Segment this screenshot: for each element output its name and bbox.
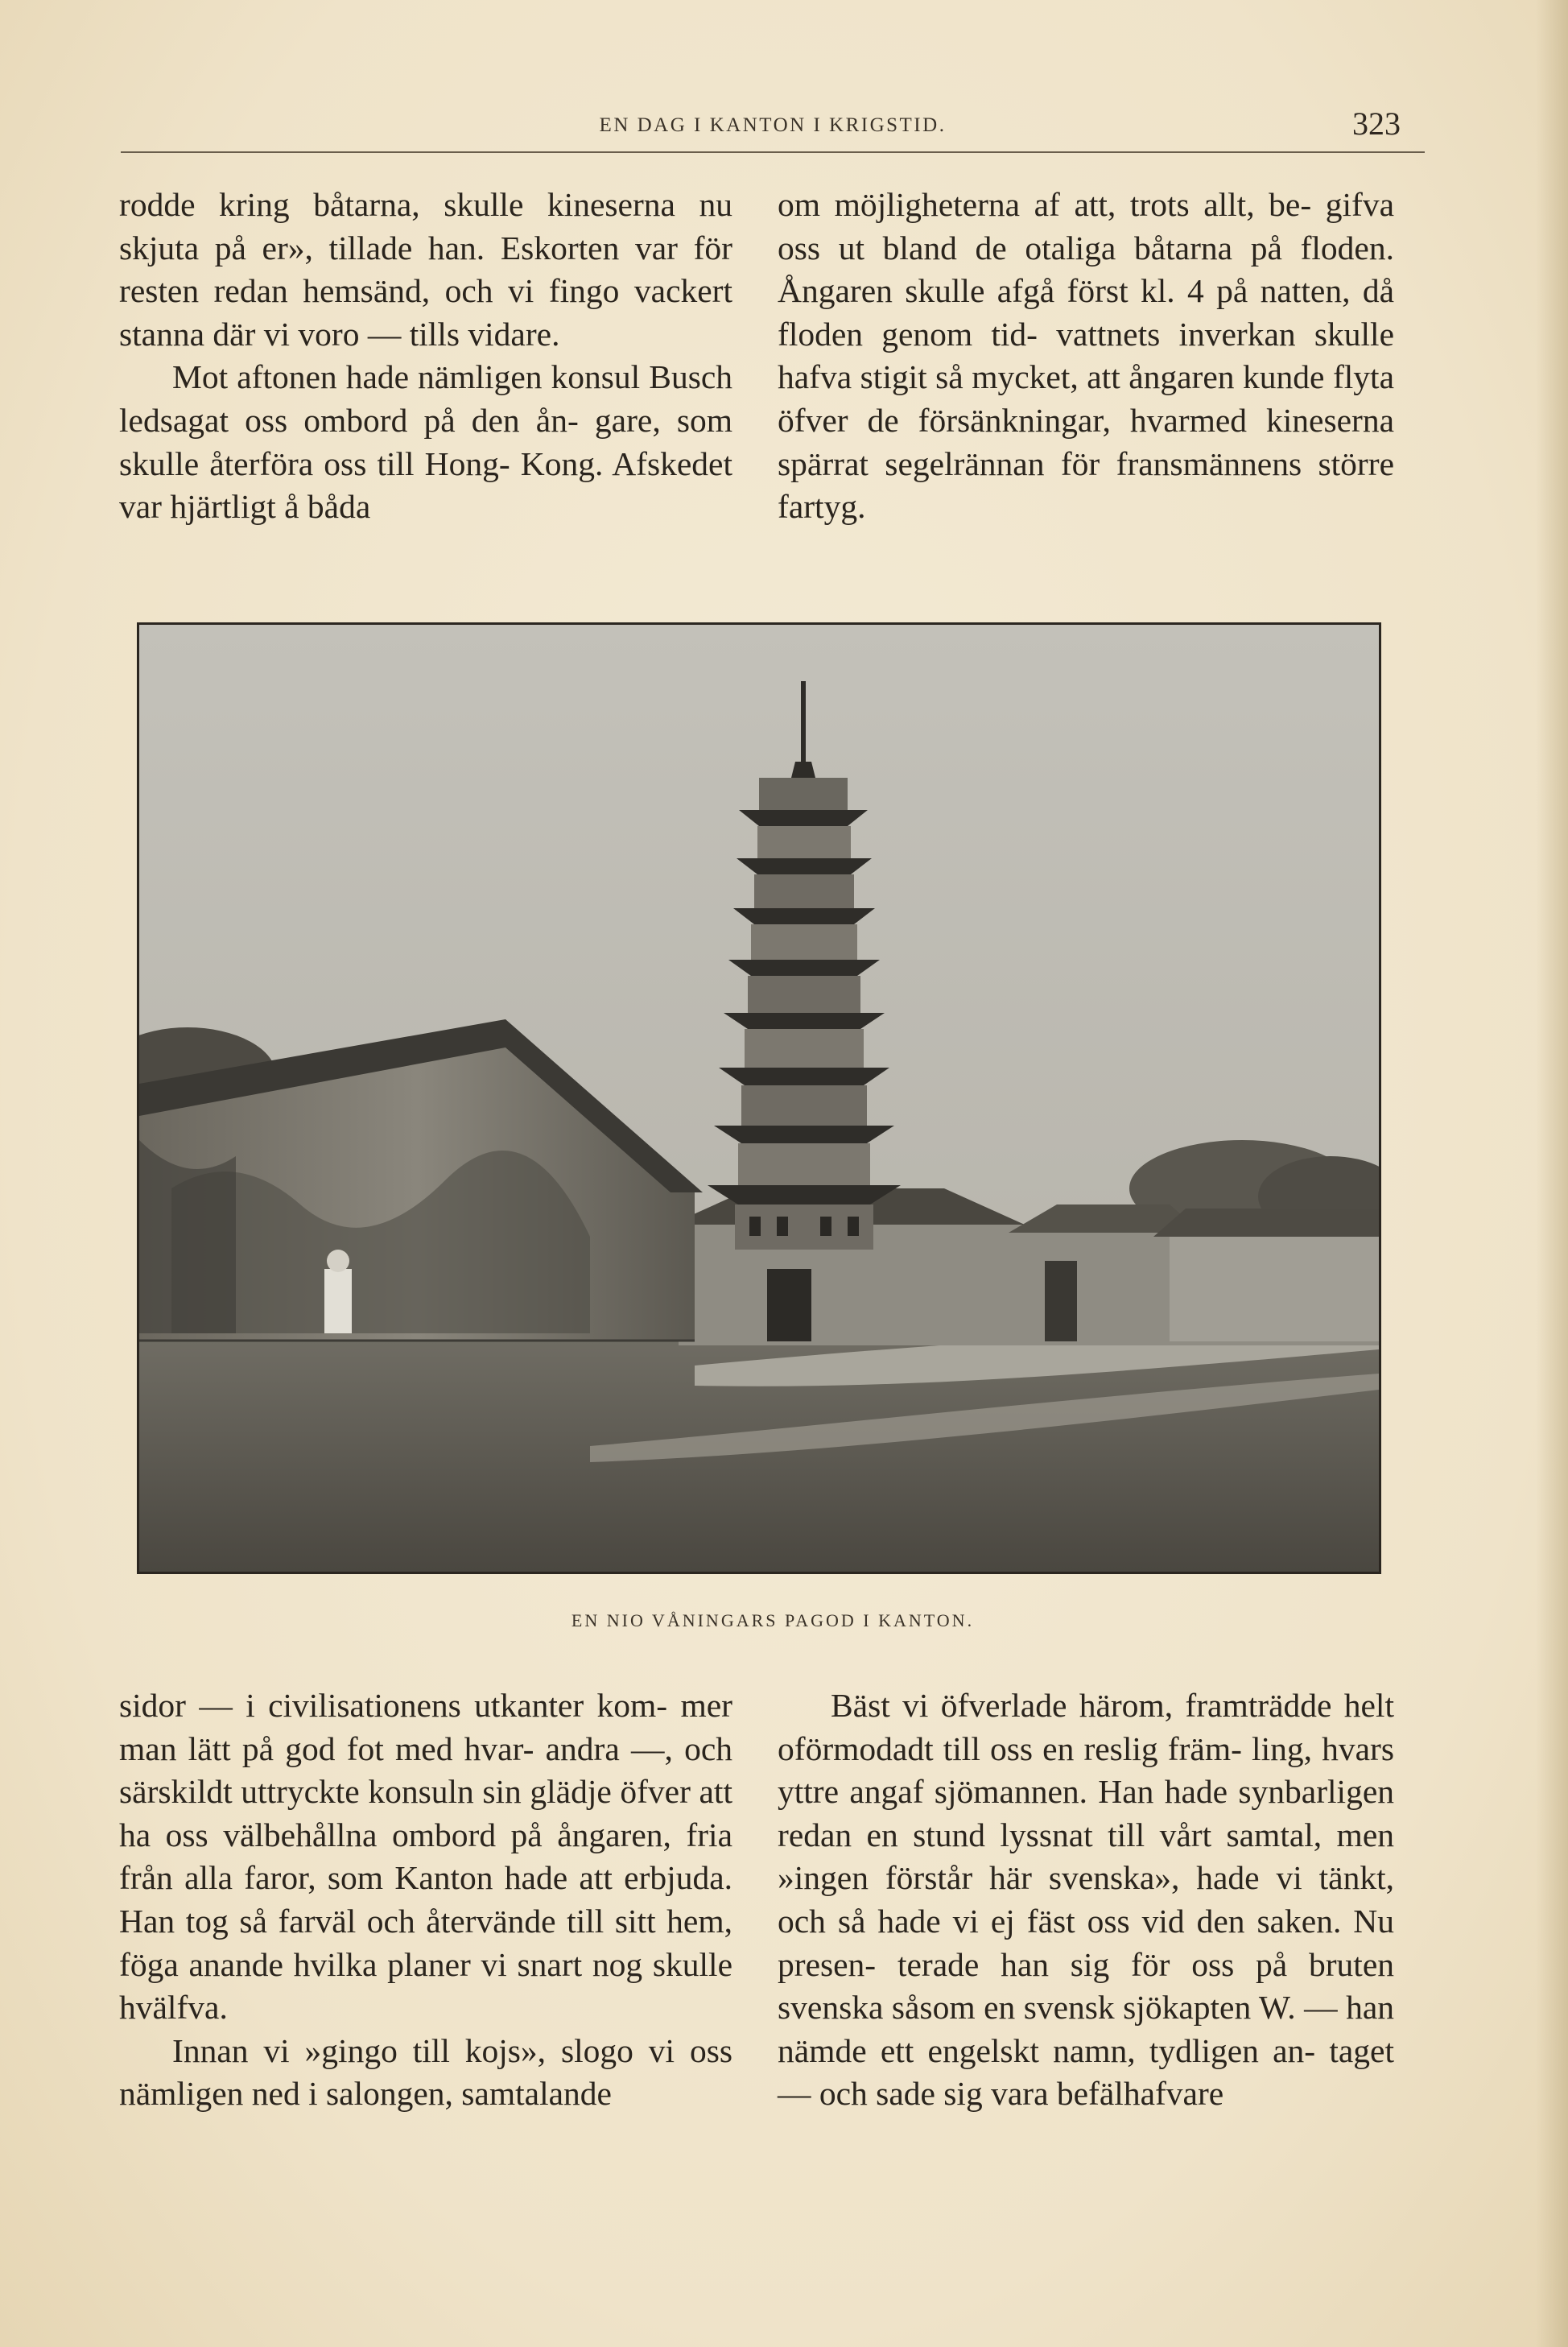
text-line: gifva oss ut bland de otaliga båtarna: [778, 186, 1395, 267]
text-line: ej fäst oss vid den saken. Nu presen-: [778, 1902, 1394, 1983]
text-line: som Kanton hade att erbjuda. Han tog: [119, 1859, 732, 1940]
text-line: gare, som skulle återföra oss till Hong-: [119, 401, 733, 482]
figure-caption: EN NIO VÅNINGARS PAGOD I KANTON.: [571, 1610, 975, 1630]
page-edge-shadow: [1536, 0, 1568, 2347]
text-line: spärrat segelrännan för fransmännens: [778, 444, 1302, 482]
text-line: taget — och sade sig vara befälhafvare: [778, 2031, 1394, 2113]
text-line: större fartyg.: [778, 444, 1394, 526]
text-line: Innan vi »gingo till kojs», slogo vi: [172, 2031, 675, 2069]
text-line: Bäst vi öfverlade härom, framträdde: [831, 1687, 1332, 1724]
header-rule: [121, 151, 1425, 153]
text-line: ombord på ångaren, fria från alla faror,: [119, 1816, 732, 1897]
text-column-bottom-right: [778, 1684, 1394, 2116]
text-line: hade synbarligen redan en stund lyssnat: [778, 1773, 1395, 1853]
text-line: helt oförmodadt till oss en reslig främ-: [778, 1687, 1394, 1767]
text-column-bottom-left: [119, 1684, 732, 2116]
text-line: om möjligheterna af att, trots allt, be-: [778, 186, 1312, 223]
text-line: de försänkningar, hvarmed kineserna: [867, 401, 1394, 439]
text-line: terade han sig för oss på bruten svenska: [778, 1945, 1395, 2027]
text-line: sidor — i civilisationens utkanter kom-: [119, 1687, 668, 1724]
text-line: andra —, och särskildt uttryckte konsuln: [119, 1729, 732, 1811]
text-line: fingo vackert stanna där vi voro —: [119, 272, 733, 353]
text-line: kl. 4 på natten, då floden genom tid-: [778, 272, 1394, 353]
text-line: mer man lätt på god fot med hvar-: [119, 1687, 732, 1767]
page-header: [121, 105, 1425, 153]
text-line: nämde ett engelskt namn, tydligen an-: [778, 2031, 1316, 2069]
text-line: Mot aftonen hade nämligen konsul: [172, 358, 641, 396]
text-line: nu skjuta på er», tillade han. Eskorten: [119, 186, 732, 267]
running-head: EN DAG I KANTON I KRIGSTID.: [599, 114, 947, 136]
text-line: oss nämligen ned i salongen, samtalande: [119, 2031, 733, 2113]
paragraph: [119, 356, 732, 528]
text-line: Kong. Afskedet var hjärtligt å båda: [119, 444, 732, 526]
page-number: 323: [1352, 105, 1401, 142]
text-line: skulle hvälfva.: [119, 1945, 732, 2027]
paragraph: [778, 1684, 1394, 2116]
text-line: Busch ledsagat oss ombord på den ån-: [119, 358, 733, 439]
text-line: föga anande hvilka planer vi snart nog: [119, 1945, 643, 1983]
text-line: såsom en svensk sjökapten W. — han: [891, 1989, 1394, 2027]
paragraph: [119, 2030, 732, 2116]
text-line: var för resten redan hemsänd, och vi: [119, 229, 732, 310]
text-column-top-right: [778, 184, 1394, 529]
text-line: vattnets inverkan skulle hafva stigit så: [778, 315, 1394, 396]
text-line: mycket, att ångaren kunde flyta öfver: [778, 358, 1395, 439]
paragraph: [778, 184, 1394, 529]
text-line: tills vidare.: [409, 315, 560, 353]
text-line: svenska», hade vi tänkt, och så hade vi: [778, 1859, 1394, 1940]
text-line: sin glädje öfver att ha oss välbehållna: [119, 1773, 732, 1853]
text-column-top-left: [119, 184, 732, 529]
pagoda-photograph: [137, 622, 1381, 1574]
text-line: ling, hvars yttre angaf sjömannen. Han: [778, 1729, 1394, 1811]
text-line: till vårt samtal, men »ingen förstår här: [778, 1816, 1395, 1897]
paragraph: [119, 184, 732, 356]
text-line: på floden. Ångaren skulle afgå först: [778, 229, 1394, 310]
paragraph: [119, 1684, 732, 2030]
text-line: så farväl och återvände till sitt hem,: [239, 1902, 732, 1940]
text-line: rodde kring båtarna, skulle kineserna: [119, 186, 675, 223]
pagoda-photo-illustration: [139, 625, 1379, 1572]
